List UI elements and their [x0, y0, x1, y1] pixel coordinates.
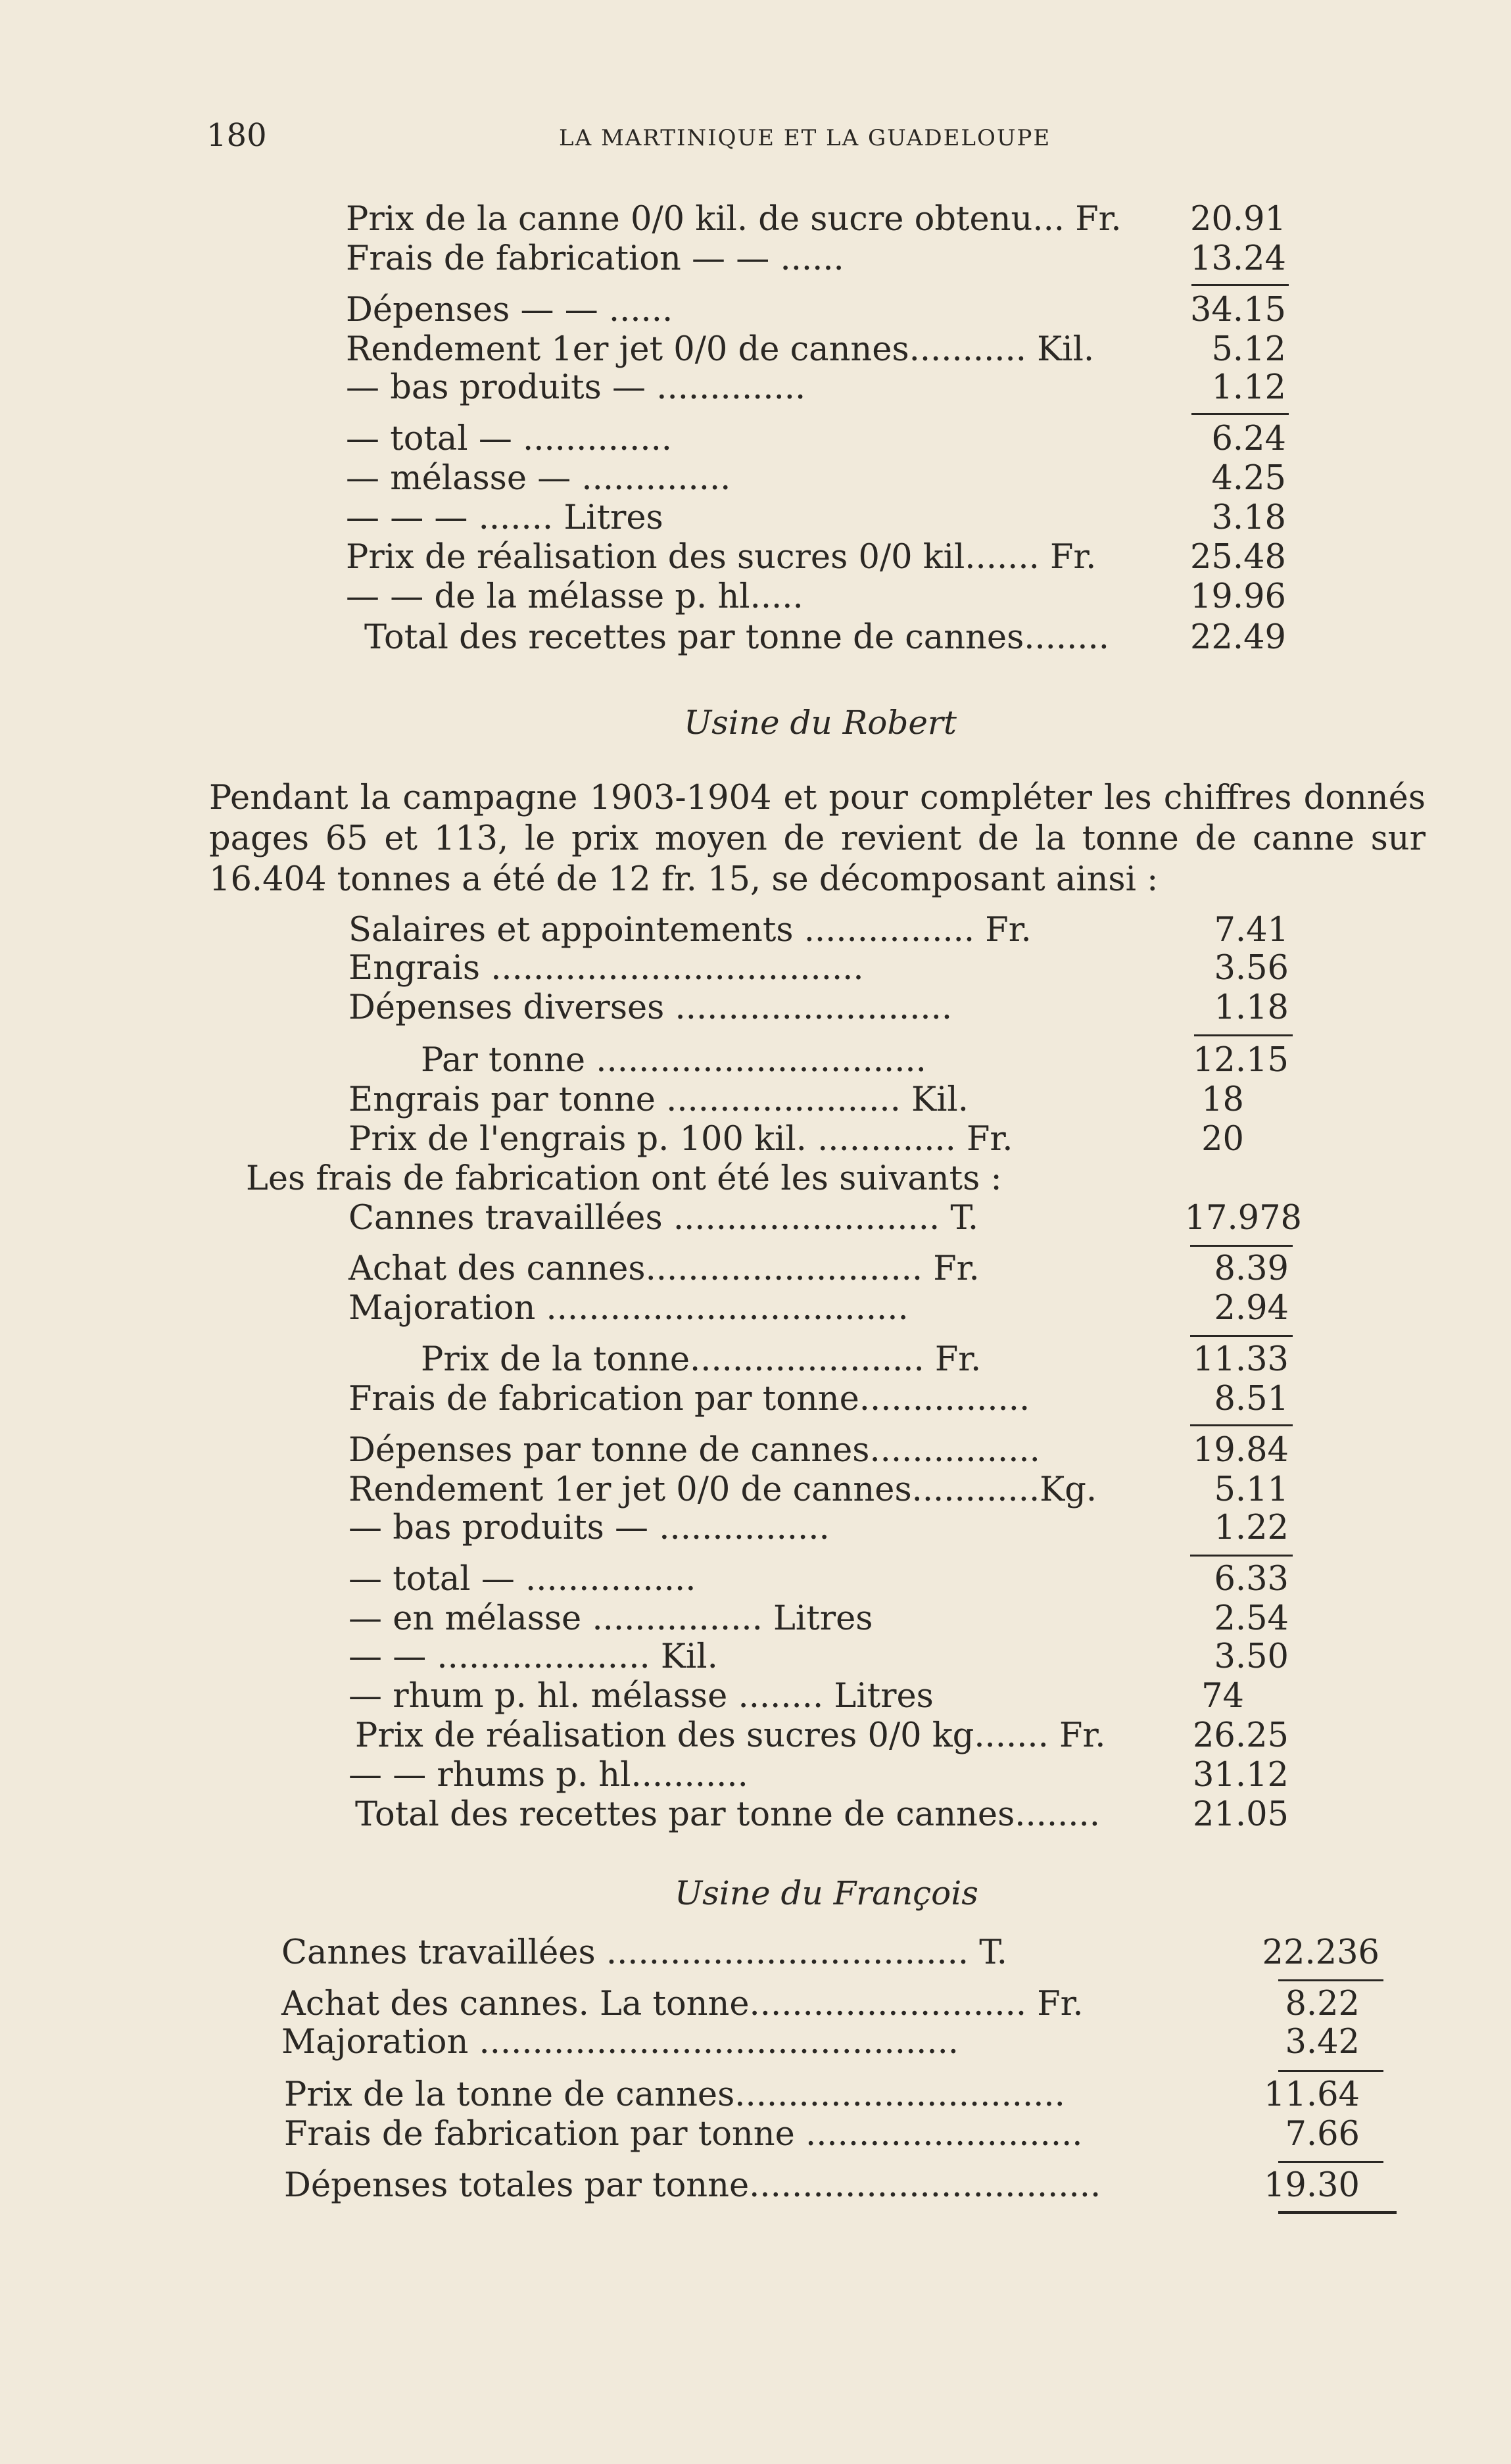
- table-row: [348, 1637, 1289, 1677]
- row-label: Dépenses par tonne de cannes................: [348, 1431, 1040, 1470]
- row-value: 6.33: [1214, 1560, 1289, 1599]
- table-row: [348, 1716, 1289, 1756]
- row-value: 20.91: [1189, 200, 1286, 239]
- table-row: [281, 1985, 1360, 2024]
- table-row: [348, 1041, 1289, 1080]
- row-value: 13.24: [1189, 239, 1286, 278]
- sum-rule: [1190, 1424, 1293, 1426]
- row-label: Prix de réalisation des sucres 0/0 kg....... Fr.: [355, 1716, 1106, 1755]
- section-title-robert: Usine du Robert: [684, 704, 957, 742]
- row-value: 1.18: [1214, 988, 1289, 1027]
- table-row: [346, 291, 1286, 330]
- row-label: — — rhums p. hl...........: [348, 1756, 748, 1795]
- row-value: 7.66: [1285, 2115, 1360, 2154]
- row-value: 19.96: [1189, 577, 1286, 616]
- table-row: [346, 330, 1286, 370]
- row-label: — rhum p. hl. mélasse ........ Litres: [348, 1677, 934, 1716]
- table-row: [346, 200, 1286, 239]
- row-value: 19.30: [1263, 2166, 1360, 2205]
- row-value: 3.42: [1285, 2023, 1360, 2062]
- final-rule: [1278, 2211, 1397, 2214]
- table-row: [348, 1795, 1289, 1835]
- table-row: [281, 2075, 1360, 2115]
- row-value: 22.49: [1189, 618, 1286, 657]
- row-value: 3.56: [1214, 949, 1289, 988]
- row-value: 8.39: [1214, 1249, 1289, 1288]
- row-label: Salaires et appointements ................ Fr.: [348, 911, 1032, 950]
- row-value: 5.11: [1214, 1470, 1289, 1509]
- table-row: [346, 618, 1286, 658]
- row-label: Frais de fabrication — — ......: [346, 239, 844, 278]
- table-row: [346, 538, 1286, 577]
- table-row: [281, 2166, 1360, 2206]
- row-value: 8.22: [1285, 1985, 1360, 2023]
- row-label: Rendement 1er jet 0/0 de cannes............Kg.: [348, 1470, 1097, 1509]
- table-row: [348, 1677, 1289, 1716]
- table-row: [281, 2023, 1360, 2062]
- table-row: [346, 239, 1286, 279]
- row-label: Majoration .............................................: [281, 2023, 959, 2062]
- table-row: [346, 498, 1286, 538]
- row-value: 8.51: [1214, 1380, 1289, 1418]
- row-label: Prix de l'engrais p. 100 kil. ............. Fr.: [348, 1120, 1013, 1159]
- sum-rule: [1190, 1555, 1293, 1557]
- row-label: Prix de la canne 0/0 kil. de sucre obtenu... Fr.: [346, 200, 1122, 239]
- table-row: [348, 1120, 1289, 1159]
- intro-text: Les frais de fabrication ont été les suivants :: [246, 1159, 1002, 1198]
- row-value: 11.64: [1263, 2075, 1360, 2114]
- table-row: [348, 911, 1289, 950]
- table-row: [348, 1431, 1289, 1470]
- row-value: 18: [1201, 1080, 1244, 1119]
- row-label: Cannes travaillées .................................. T.: [281, 1933, 1007, 1972]
- row-value: 2.54: [1214, 1599, 1289, 1638]
- row-label: Engrais ...................................: [348, 949, 864, 988]
- sum-rule: [1278, 2070, 1383, 2072]
- table-row: [348, 1560, 1289, 1599]
- row-value: 4.25: [1211, 459, 1286, 498]
- row-value: 21.05: [1192, 1795, 1289, 1834]
- row-value: 26.25: [1192, 1716, 1289, 1755]
- running-title: LA MARTINIQUE ET LA GUADELOUPE: [559, 125, 1051, 151]
- intro-line: [246, 1159, 1035, 1199]
- table-row: [348, 988, 1289, 1028]
- table-row: [348, 1289, 1289, 1328]
- row-label: — — — ....... Litres: [346, 498, 663, 537]
- row-label: Par tonne ...............................: [421, 1041, 926, 1080]
- table-row: [348, 1756, 1289, 1795]
- row-value: 1.12: [1211, 368, 1286, 407]
- table-row: [348, 1080, 1289, 1120]
- table-row: [346, 420, 1286, 459]
- sum-rule: [1191, 413, 1289, 415]
- table-row: [348, 1599, 1289, 1639]
- row-label: Majoration ..................................: [348, 1289, 909, 1328]
- row-value: 3.18: [1211, 498, 1286, 537]
- row-label: — total — ..............: [346, 420, 673, 458]
- table-row: [348, 1249, 1289, 1289]
- row-value: 20: [1201, 1120, 1244, 1159]
- row-label: — — .................... Kil.: [348, 1637, 718, 1676]
- row-value: 2.94: [1214, 1289, 1289, 1328]
- row-label: Dépenses totales par tonne.................................: [284, 2166, 1101, 2205]
- table-row: [348, 1199, 1302, 1238]
- row-value: 1.22: [1214, 1509, 1289, 1547]
- table-row: [346, 459, 1286, 498]
- sum-rule: [1278, 2161, 1383, 2163]
- sum-rule: [1190, 1245, 1293, 1247]
- row-label: — — de la mélasse p. hl.....: [346, 577, 803, 616]
- row-value: 22.236: [1262, 1933, 1379, 1972]
- row-label: Prix de réalisation des sucres 0/0 kil....... Fr.: [346, 538, 1097, 577]
- table-row: [281, 2115, 1360, 2154]
- row-value: 11.33: [1192, 1340, 1289, 1379]
- row-value: 12.15: [1192, 1041, 1289, 1080]
- row-label: — en mélasse ................ Litres: [348, 1599, 873, 1638]
- row-value: 25.48: [1189, 538, 1286, 577]
- row-value: 5.12: [1211, 330, 1286, 369]
- table-row: [348, 949, 1289, 988]
- row-label: Rendement 1er jet 0/0 de cannes........... Kil.: [346, 330, 1095, 369]
- row-label: Achat des cannes.......................... Fr.: [348, 1249, 980, 1288]
- row-label: Dépenses diverses ..........................: [348, 988, 953, 1027]
- row-label: Total des recettes par tonne de cannes........: [355, 1795, 1100, 1834]
- row-label: Prix de la tonne...................... Fr.: [421, 1340, 982, 1379]
- row-label: — bas produits — ..............: [346, 368, 806, 407]
- paragraph-robert: Pendant la campagne 1903-1904 et pour compléter les chiffres donnés pages 65 et 113, le prix moyen de revient de la tonne de canne sur 16.404 tonnes a été de 12 fr. 15, se décomposant ainsi :: [209, 779, 1426, 899]
- table-row: [348, 1470, 1289, 1510]
- sum-rule: [1190, 1335, 1293, 1337]
- row-label: Frais de fabrication par tonne................: [348, 1380, 1030, 1418]
- sum-rule: [1278, 1979, 1383, 1981]
- row-label: Cannes travaillées ......................... T.: [348, 1199, 979, 1238]
- row-value: 74: [1201, 1677, 1244, 1716]
- row-label: Frais de fabrication par tonne ..........................: [284, 2115, 1083, 2154]
- row-value: 6.24: [1211, 420, 1286, 458]
- row-label: — bas produits — ................: [348, 1509, 830, 1547]
- table-row: [281, 1933, 1379, 1973]
- table-row: [348, 1509, 1289, 1548]
- row-label: — total — ................: [348, 1560, 696, 1599]
- sum-rule: [1194, 1034, 1293, 1036]
- row-label: Engrais par tonne ...................... Kil.: [348, 1080, 969, 1119]
- page-number: 180: [206, 117, 267, 154]
- section-title-francois: Usine du François: [675, 1874, 978, 1912]
- row-label: Prix de la tonne de cannes...............................: [284, 2075, 1065, 2114]
- table-row: [346, 577, 1286, 617]
- row-value: 7.41: [1214, 911, 1289, 950]
- row-label: Dépenses — — ......: [346, 291, 673, 329]
- row-value: 34.15: [1189, 291, 1286, 329]
- sum-rule: [1191, 284, 1289, 286]
- row-value: 19.84: [1192, 1431, 1289, 1470]
- row-value: 17.978: [1184, 1199, 1302, 1238]
- row-value: 3.50: [1214, 1637, 1289, 1676]
- row-label: Achat des cannes. La tonne.......................... Fr.: [281, 1985, 1084, 2023]
- row-value: 31.12: [1192, 1756, 1289, 1795]
- table-row: [346, 368, 1286, 408]
- table-row: [348, 1340, 1289, 1380]
- table-row: [348, 1380, 1289, 1419]
- row-label: — mélasse — ..............: [346, 459, 731, 498]
- row-label: Total des recettes par tonne de cannes........: [364, 618, 1109, 657]
